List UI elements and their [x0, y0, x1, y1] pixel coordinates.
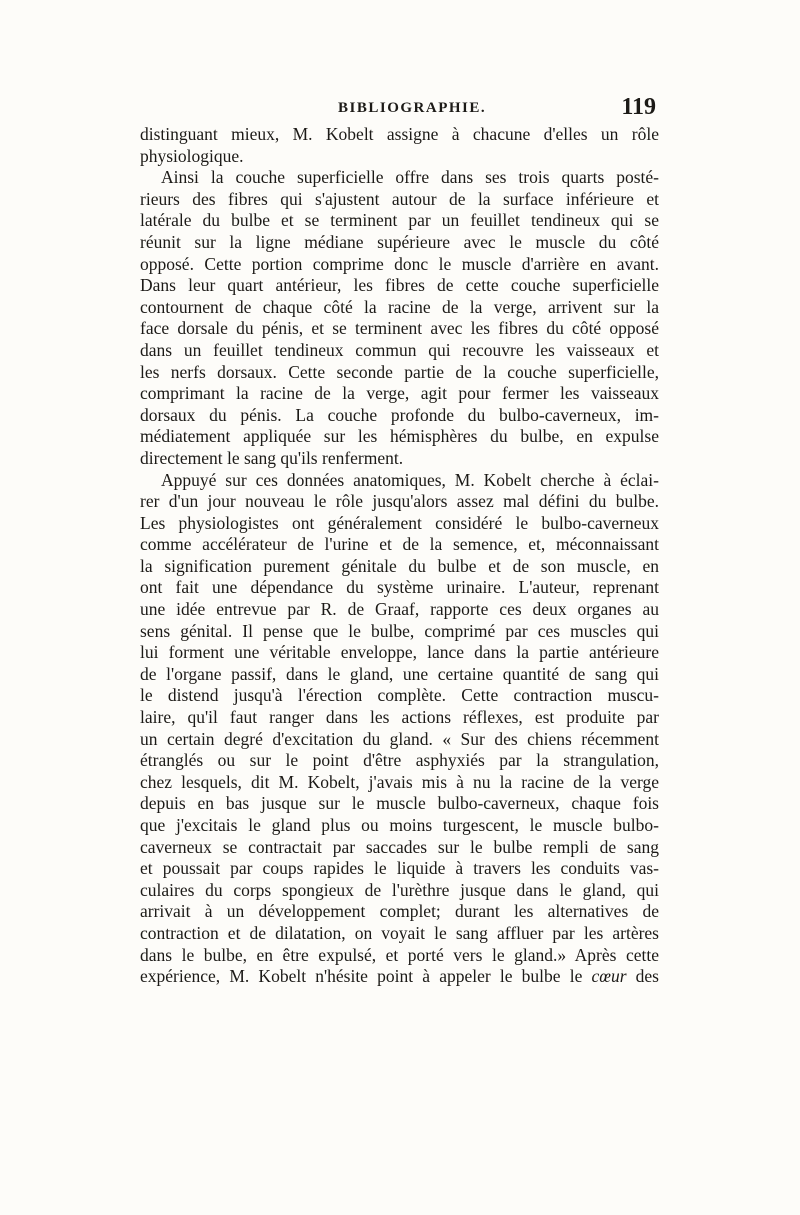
- body-text: [140, 124, 659, 988]
- text-line: rieurs des fibres qui s'ajustent autour de la surface inférieure et: [140, 188, 659, 209]
- text-line: Appuyé sur ces données anatomiques, M. Kobelt cherche à éclai-: [161, 469, 659, 490]
- paragraph: [140, 167, 659, 469]
- text-line: lui forment une véritable enveloppe, lance dans la partie antérieure: [140, 642, 659, 663]
- text-line: comprimant la racine de la verge, agit pour fermer les vaisseaux: [140, 383, 659, 404]
- text-line: une idée entrevue par R. de Graaf, rapporte ces deux organes au: [140, 599, 659, 620]
- text-line: sens génital. Il pense que le bulbe, comprimé par ces muscles qui: [140, 620, 659, 641]
- text-line: distinguant mieux, M. Kobelt assigne à chacune d'elles un rôle: [140, 124, 659, 144]
- text-line: dorsaux du pénis. La couche profonde du bulbo-caverneux, im-: [140, 404, 659, 425]
- paragraph: [140, 124, 659, 167]
- text-line: culaires du corps spongieux de l'urèthre jusque dans le gland, qui: [140, 879, 659, 900]
- text-line: opposé. Cette portion comprime donc le muscle d'arrière en avant.: [140, 253, 659, 274]
- text-run: des: [626, 966, 659, 987]
- running-title: BIBLIOGRAPHIE.: [338, 100, 487, 116]
- text-line: directement le sang qu'ils renferment.: [140, 447, 404, 468]
- text-line: réunit sur la ligne médiane supérieure avec le muscle du côté: [140, 231, 659, 252]
- text-line: médiatement appliquée sur les hémisphères du bulbe, en expulse: [140, 426, 659, 447]
- text-line: laire, qu'il faut ranger dans les actions réflexes, est produite par: [140, 707, 659, 728]
- text-line: étranglés ou sur le point d'être asphyxiés par la strangulation,: [140, 750, 659, 771]
- text-line: Dans leur quart antérieur, les fibres de cette couche superficielle: [140, 275, 659, 296]
- text-line: caverneux se contractait par saccades sur le bulbe rempli de sang: [140, 836, 659, 857]
- text-line: que j'excitais le gland plus ou moins turgescent, le muscle bulbo-: [140, 815, 659, 835]
- text-line: chez lesquels, dit M. Kobelt, j'avais mis à nu la racine de la verge: [140, 771, 659, 792]
- text-line: de l'organe passif, dans le gland, une certaine quantité de sang qui: [140, 663, 659, 684]
- text-line: face dorsale du pénis, et se terminent avec les fibres du côté opposé: [140, 318, 659, 339]
- text-run: expérience, M. Kobelt n'hésite point à appeler le bulbe le: [140, 966, 592, 987]
- text-line: Les physiologistes ont généralement considéré le bulbo-caverneux: [140, 512, 659, 533]
- text-line: dans le bulbe, en être expulsé, et porté vers le gland.» Après cette: [140, 944, 659, 965]
- text-line: contournent de chaque côté la racine de la verge, arrivent sur la: [140, 296, 659, 317]
- running-head: [140, 96, 660, 122]
- italic-text-run: cœur: [591, 966, 627, 987]
- text-line: et poussait par coups rapides le liquide à travers les conduits vas-: [140, 858, 659, 879]
- text-line: [140, 966, 659, 988]
- text-line: Ainsi la couche superficielle offre dans ses trois quarts posté-: [161, 167, 659, 188]
- text-line: arrivait à un développement complet; durant les alternatives de: [140, 901, 659, 922]
- text-line: rer d'un jour nouveau le rôle jusqu'alors assez mal défini du bulbe.: [140, 491, 659, 512]
- text-line: comme accélérateur de l'urine et de la semence, et, méconnaissant: [140, 534, 659, 555]
- text-line: contraction et de dilatation, on voyait le sang affluer par les artères: [140, 922, 659, 943]
- text-line: latérale du bulbe et se terminent par un feuillet tendineux qui se: [140, 210, 659, 231]
- text-line: le distend jusqu'à l'érection complète. Cette contraction muscu-: [140, 685, 659, 706]
- text-line: ont fait une dépendance du système urinaire. L'auteur, reprenant: [140, 577, 659, 598]
- text-line: depuis en bas jusque sur le muscle bulbo-caverneux, chaque fois: [140, 793, 659, 814]
- paragraph: [140, 470, 659, 988]
- text-line: un certain degré d'excitation du gland. « Sur des chiens récemment: [140, 728, 659, 749]
- text-line: la signification purement génitale du bulbe et de son muscle, en: [140, 555, 659, 576]
- text-line: dans un feuillet tendineux commun qui recouvre les vaisseaux et: [140, 339, 659, 360]
- text-line: physiologique.: [140, 145, 244, 166]
- text-line: les nerfs dorsaux. Cette seconde partie de la couche superficielle,: [140, 361, 659, 382]
- page-number: 119: [621, 94, 656, 120]
